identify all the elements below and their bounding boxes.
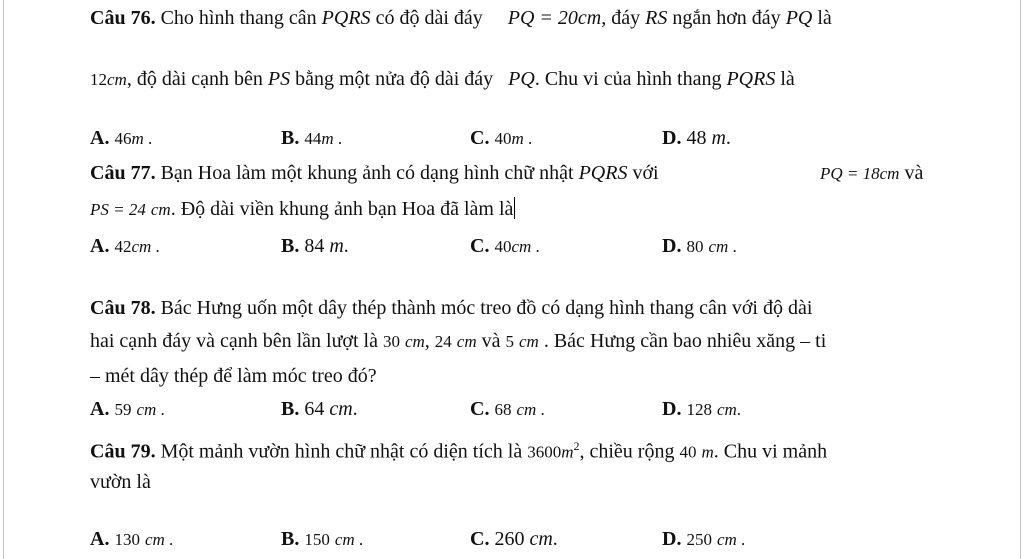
q76-option-c[interactable]: C. 40m . [470, 127, 533, 149]
q79-option-b[interactable]: B. 150 cm . [281, 528, 364, 550]
q79-option-d[interactable]: D. 250 cm . [662, 528, 746, 550]
q78-line3: – mét dây thép để làm móc treo đó? [90, 365, 377, 387]
q78-line2: hai cạnh đáy và cạnh bên lần lượt là 30 cm, 24 cm và 5 cm . Bác Hưng cần bao nhiêu xăng – ti [90, 330, 827, 352]
q79-line2: vườn là [90, 471, 151, 493]
q78-option-b[interactable]: B. 64 cm. [281, 398, 358, 420]
left-page-edge [3, 0, 4, 559]
q76-option-d[interactable]: D. 48 m. [662, 127, 731, 149]
right-page-edge [1020, 0, 1021, 559]
q79-line1: Câu 79. Một mảnh vườn hình chữ nhật có diện tích là $3600m^2$, chiều rộng 40 m. Chu vi mảnh [90, 439, 828, 463]
q76-line2: 12cm, độ dài cạnh bên PS bằng một nửa độ dài đáy PQ. Chu vi của hình thang PQRS là [90, 68, 795, 90]
text-cursor [514, 197, 515, 219]
q79-option-a[interactable]: A. 130 cm . [90, 528, 174, 550]
q77-line2: PS = 24 cm. Độ dài viền khung ảnh bạn Hoa đã làm là [90, 198, 514, 220]
q76-option-b[interactable]: B. 44m . [281, 127, 343, 149]
q78-line1: Câu 78. Bác Hưng uốn một dây thép thành móc treo đồ có dạng hình thang cân với độ dài [90, 297, 813, 319]
q79-option-c[interactable]: C. 260 cm. [470, 528, 558, 550]
q77-option-a[interactable]: A. 42cm . [90, 235, 160, 257]
q77-line1: Câu 77. Bạn Hoa làm một khung ảnh có dạng hình chữ nhật PQRS với [90, 162, 659, 184]
q78-option-a[interactable]: A. 59 cm . [90, 398, 165, 420]
q76-option-a[interactable]: A. 46m . [90, 127, 153, 149]
q78-option-c[interactable]: C. 68 cm . [470, 398, 545, 420]
q77-option-b[interactable]: B. 84 m. [281, 235, 349, 257]
q77-option-d[interactable]: D. 80 cm . [662, 235, 737, 257]
q77-option-c[interactable]: C. 40cm . [470, 235, 540, 257]
q77-line1-right: PQ = 18cm và [820, 162, 924, 184]
q78-option-d[interactable]: D. 128 cm. [662, 398, 742, 420]
q76-line1: Câu 76. Cho hình thang cân PQRS có độ dài đáy PQ = 20cm, đáy RS ngắn hơn đáy PQ là [90, 7, 832, 29]
